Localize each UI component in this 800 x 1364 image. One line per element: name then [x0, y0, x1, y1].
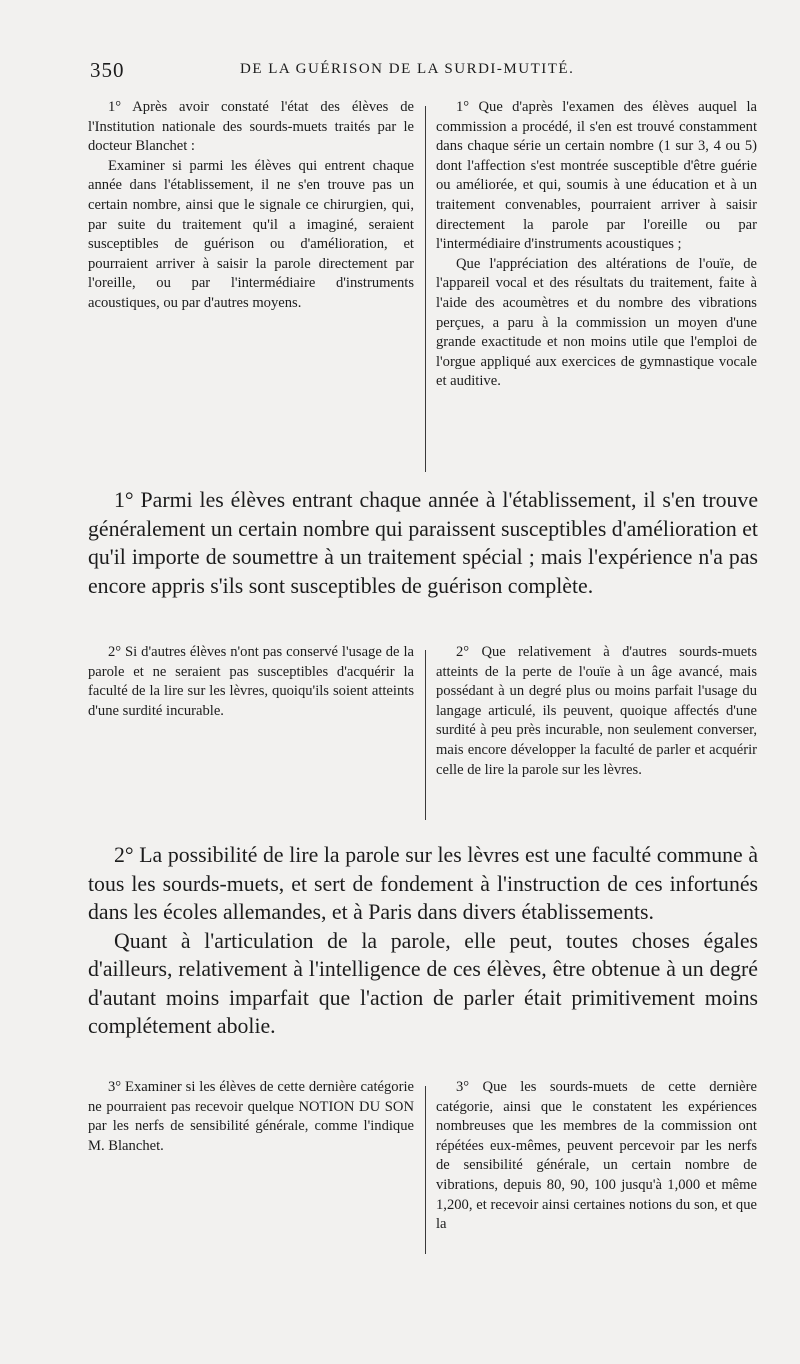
question-3-column — [88, 1078, 414, 1156]
answer-2-column — [436, 643, 757, 780]
running-head — [90, 58, 758, 88]
conclusion-1-text: 1° Parmi les élèves entrant chaque année à l'établissement, il s'en trouve généralement un certain nombre qui paraissent susceptibles d'amélioration et qu'il importe de soumettre à un traitement spécial ; mais l'expérience n'a pas encore appris s'ils sont susceptibles de guérison complète. — [88, 488, 758, 598]
question-2-text: 2° Si d'autres élèves n'ont pas conservé l'usage de la parole et ne seraient pas susceptibles d'acquérir la faculté de la lire sur les lèvres, quoiqu'ils soient atteints d'une surdité incurable. — [88, 644, 414, 719]
question-1-text: Examiner si parmi les élèves qui entrent chaque année dans l'établissement, il ne s'en trouve pas un certain nombre, ainsi que le signale ce chirurgien, qui, par suite du traitement qu'il a imaginé, seraient susceptibles de guérison ou d'amélioration, et pourraient arriver à saisir la parole directement par l'oreille, ou par l'intermédiaire d'instruments acoustiques, ou par d'autres moyens. — [88, 157, 414, 311]
running-head-title: DE LA GUÉRISON DE LA SURDI-MUTITÉ. — [240, 61, 575, 77]
conclusion-2 — [88, 841, 758, 1041]
answer-1-paragraph-1: 1° Que d'après l'examen des élèves auquel la commission a procédé, il s'en est trouvé constamment dans chaque série un certain nombre (1 sur 3, 4 ou 5) dont l'affection s'est montrée susceptible d'être guérie ou améliorée, et qui, soumis à une éducation et à un traitement convenables, pourraient arriver à saisir directement la parole par l'oreille ou par l'intermédiaire d'instruments acoustiques ; — [436, 99, 757, 253]
answer-3-text: 3° Que les sourds-muets de cette dernière catégorie, ainsi que le constatent les expériences nombreuses que les membres de la commission ont répétées eux-mêmes, peuvent percevoir par les nerfs de sensibilité générale, un certain nombre de vibrations, depuis 80, 90, 100 jusqu'à 1,000 et même 1,200, et recevoir ainsi certaines notions du son, et que la — [436, 1079, 757, 1233]
answer-1-paragraph-2: Que l'appréciation des altérations de l'ouïe, de l'appareil vocal et des résultats du traitement, faite à l'aide des acoumètres et du nombre des vibrations perçues, a paru à la commission un moyen d'une grande exactitude et non moins utile que l'emploi de l'orgue appliqué aux exercices de gymnastique vocale et auditive. — [436, 255, 757, 390]
column-divider — [425, 1086, 426, 1254]
question-1-column — [88, 98, 414, 314]
question-1-intro: 1° Après avoir constaté l'état des élèves de l'Institution nationale des sourds-muets traités par le docteur Blanchet : — [88, 99, 414, 155]
question-3-text: 3° Examiner si les élèves de cette dernière catégorie ne pourraient pas recevoir quelque NOTION DU SON par les nerfs de sensibilité générale, comme l'indique M. Blanchet. — [88, 1079, 414, 1154]
page-number: 350 — [90, 58, 125, 82]
conclusion-2-paragraph-2: Quant à l'articulation de la parole, elle peut, toutes choses égales d'ailleurs, relativement à l'intelligence de ces élèves, être obtenue à un degré d'autant moins imparfait que l'action de parler était primitivement moins complétement abolie. — [88, 928, 758, 1038]
conclusion-1 — [88, 486, 758, 600]
conclusion-2-paragraph-1: 2° La possibilité de lire la parole sur les lèvres est une faculté commune à tous les sourds-muets, et sert de fondement à l'instruction de ces infortunés dans les écoles allemandes, et à Paris dans divers établissements. — [88, 843, 758, 924]
answer-1-column — [436, 98, 757, 392]
answer-3-column — [436, 1078, 757, 1235]
column-divider — [425, 106, 426, 472]
column-divider — [425, 650, 426, 820]
question-2-column — [88, 643, 414, 721]
answer-2-text: 2° Que relativement à d'autres sourds-muets atteints de la perte de l'ouïe à un âge avancé, mais possédant à un degré plus ou moins parfait l'usage du langage articulé, ils peuvent, quoique affectés d'une surdité à peu près incurable, non seulement converser, mais encore développer la faculté de parler et acquérir celle de lire la parole sur les lèvres. — [436, 644, 757, 778]
